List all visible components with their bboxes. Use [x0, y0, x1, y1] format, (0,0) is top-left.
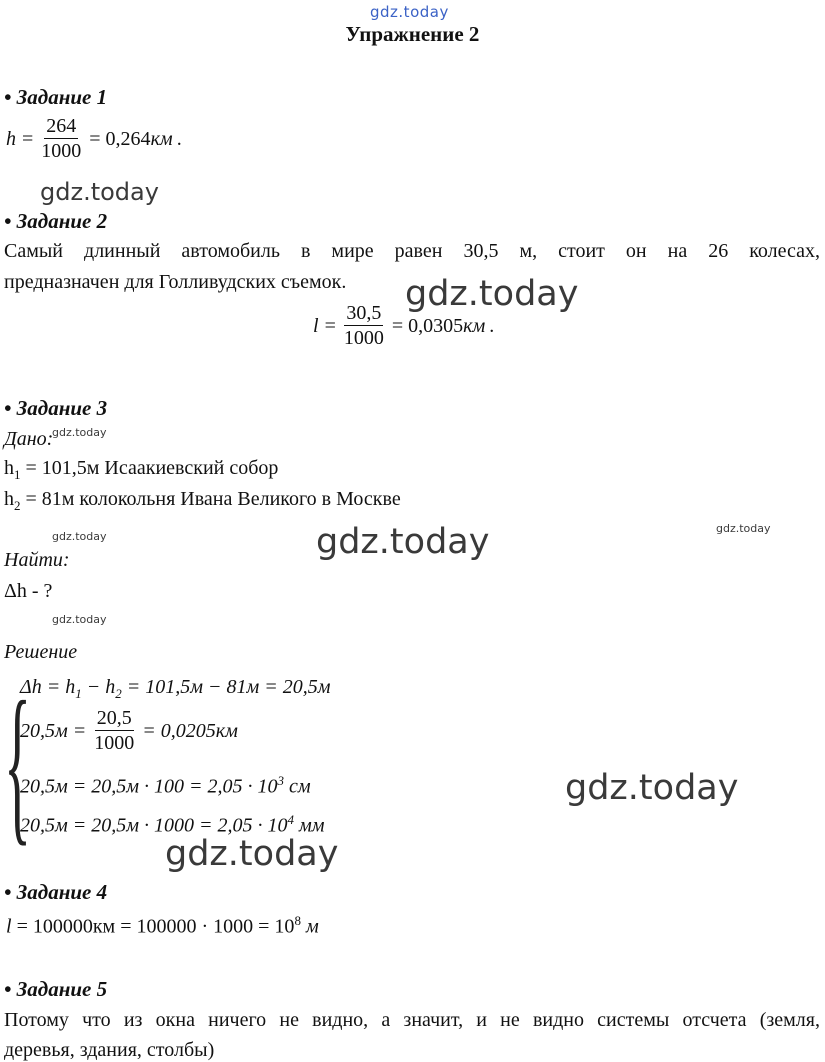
formula-end: .: [176, 127, 182, 150]
h1-text: = 101,5м Исаакиевский собор: [20, 457, 279, 479]
sys2-lhs: 20,5м =: [20, 719, 87, 742]
given-label: Дано:: [4, 428, 54, 450]
system-brace: {: [4, 666, 32, 861]
task5-text-line1: Потому что из окна ничего не видно, а значит, и не видно системы отсчета (земля,: [4, 1009, 820, 1031]
sys1-c: = 101,5м − 81м = 20,5м: [121, 676, 331, 698]
system-line-4: [20, 812, 325, 838]
sys3-b: см: [284, 775, 311, 798]
sys3-exp: 3: [277, 773, 285, 788]
task2-text-line2: предназначен для Голливудских съемок.: [4, 271, 347, 293]
fraction-numerator: 264: [46, 115, 77, 137]
sys4-a: 20,5м = 20,5м · 1000 = 2,05 · 10: [20, 814, 288, 837]
watermark: gdz.today: [316, 522, 490, 562]
h2-subscript: 2: [14, 498, 21, 513]
sys3-a: 20,5м = 20,5м · 100 = 2,05 · 10: [20, 775, 278, 798]
sys1-sub2: 2: [115, 686, 122, 701]
fraction-denominator: 1000: [343, 327, 384, 349]
task2-text-line1: Самый длинный автомобиль в мире равен 30,5 м, стоит он на 26 колесах,: [4, 240, 820, 262]
formula-var: l: [6, 915, 12, 938]
fraction: [92, 708, 136, 754]
formula-eq: =: [22, 127, 34, 150]
watermark: gdz.today: [52, 426, 107, 439]
h2-text: = 81м колокольня Ивана Великого в Москве: [20, 488, 401, 510]
fraction-denominator: 1000: [41, 140, 82, 162]
formula-result: = 0,0305: [391, 314, 464, 337]
sys1-sub1: 1: [75, 686, 82, 701]
page-title: Упражнение 2: [345, 22, 480, 46]
formula-unit: км: [463, 314, 486, 337]
h2-symbol: h: [4, 488, 14, 510]
task3-heading: • Задание 3: [4, 396, 108, 420]
task5-heading: • Задание 5: [4, 977, 108, 1001]
fraction: [39, 116, 83, 162]
task1-formula: [6, 116, 182, 162]
system-line-3: [20, 773, 311, 799]
formula-unit: км: [150, 127, 173, 150]
sys2-rhs: = 0,0205км: [142, 719, 238, 742]
task4-expression: = 100000км = 100000 · 1000 = 10: [11, 915, 295, 938]
fraction: [342, 303, 386, 349]
h1-symbol: h: [4, 457, 14, 479]
watermark: gdz.today: [165, 834, 339, 874]
sys4-b: мм: [294, 814, 325, 837]
given-h1: [4, 457, 278, 483]
system-line-2: [20, 708, 238, 754]
task2-heading: • Задание 2: [4, 209, 108, 233]
formula-var: l: [313, 314, 319, 337]
watermark: gdz.today: [565, 768, 739, 808]
task5-text-line2: деревья, здания, столбы): [4, 1039, 215, 1061]
task1-heading: • Задание 1: [4, 85, 108, 109]
fraction-numerator: 20,5: [96, 707, 132, 729]
watermark: gdz.today: [52, 530, 107, 543]
watermark: gdz.today: [405, 274, 579, 314]
given-h2: [4, 488, 401, 514]
sys1-b: − h: [81, 676, 116, 698]
formula-end: .: [489, 314, 495, 337]
task4-formula: [6, 913, 319, 939]
fraction-numerator: 30,5: [346, 302, 382, 324]
watermark: gdz.today: [40, 178, 159, 206]
task4-exp: 8: [294, 913, 301, 928]
formula-eq: =: [324, 314, 336, 337]
find-label: Найти:: [4, 549, 70, 571]
formula-result: = 0,264: [89, 127, 151, 150]
formula-var: h: [6, 127, 16, 150]
sys1-a: Δh = h: [20, 676, 76, 698]
fraction-denominator: 1000: [94, 732, 135, 754]
h1-subscript: 1: [14, 467, 21, 482]
watermark: gdz.today: [52, 613, 107, 626]
formula-unit: м: [300, 915, 319, 938]
watermark: gdz.today: [716, 522, 771, 535]
sys4-exp: 4: [287, 812, 295, 827]
solution-label: Решение: [4, 641, 78, 663]
system-line-1: [20, 676, 331, 702]
task2-formula: [313, 303, 494, 349]
watermark-top: gdz.today: [370, 3, 449, 21]
task4-heading: • Задание 4: [4, 880, 108, 904]
find-value: Δh - ?: [4, 580, 53, 602]
